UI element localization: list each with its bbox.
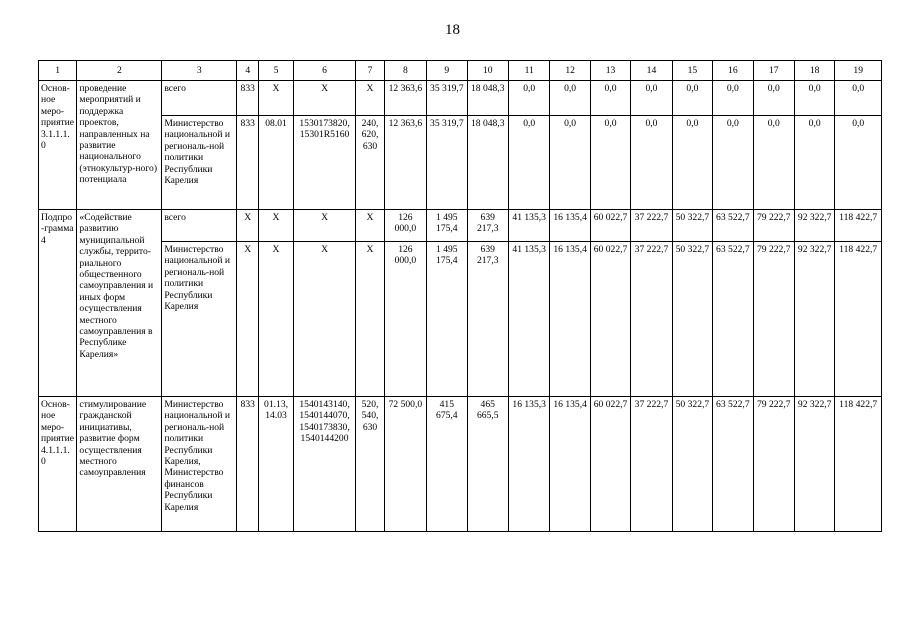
table-cell: 465 665,5 (467, 397, 508, 532)
table-cell: 0,0 (508, 81, 549, 116)
table-cell: 1 495 175,4 (427, 210, 467, 242)
table-cell: 0,0 (713, 81, 753, 116)
table-cell: X (293, 81, 356, 116)
table-cell: 18 048,3 (467, 116, 508, 210)
header-row (39, 61, 882, 81)
table-cell: 79 222,7 (753, 397, 794, 532)
table-cell: X (293, 210, 356, 242)
table-cell: 63 522,7 (713, 242, 753, 397)
table-cell: 0,0 (672, 116, 712, 210)
table-cell: 16 135,4 (550, 397, 590, 532)
executor-cell: всего (162, 210, 237, 242)
table-cell: X (356, 242, 384, 397)
table-cell: 833 (237, 116, 259, 210)
table-cell: X (259, 242, 293, 397)
column-header: 8 (384, 61, 426, 81)
table-cell: 08.01 (259, 116, 293, 210)
table-cell: X (259, 81, 293, 116)
table-cell: 79 222,7 (753, 242, 794, 397)
page-number: 18 (445, 22, 460, 38)
table-cell: 0,0 (631, 116, 672, 210)
executor-cell: Министерство национальной и региональ-ной политики Республики Карелия (162, 242, 237, 397)
table-cell: X (259, 210, 293, 242)
executor-cell: всего (162, 81, 237, 116)
table-cell: 35 319,7 (427, 116, 467, 210)
column-header: 11 (508, 61, 549, 81)
table-cell: 50 322,7 (672, 397, 712, 532)
executor-cell: Министерство национальной и региональ-ной политики Республики Карелия, Министерство финансов Республики Карелия (162, 397, 237, 532)
table-cell: 12 363,6 (384, 116, 426, 210)
column-header: 7 (356, 61, 384, 81)
table-row (39, 81, 882, 116)
table-cell: X (237, 242, 259, 397)
table-cell: 1530173820, 15301R5160 (293, 116, 356, 210)
table-cell: 415 675,4 (427, 397, 467, 532)
column-header: 13 (590, 61, 630, 81)
table-row (39, 242, 882, 397)
table-cell: 118 422,7 (835, 397, 882, 532)
table-cell: 16 135,4 (550, 242, 590, 397)
table-cell: 118 422,7 (835, 210, 882, 242)
table-cell: 118 422,7 (835, 242, 882, 397)
table-cell: 41 135,3 (508, 242, 549, 397)
table-cell: 16 135,4 (550, 210, 590, 242)
program-name-cell: проведение мероприятий и поддержка проектов, направленных на развитие национального (этнокультур-ного) потенциала (77, 81, 162, 210)
column-header: 12 (550, 61, 590, 81)
table-row (39, 116, 882, 210)
table-cell: 0,0 (835, 81, 882, 116)
table-cell: 92 322,7 (794, 242, 834, 397)
column-header: 4 (237, 61, 259, 81)
table-cell: 92 322,7 (794, 397, 834, 532)
column-header: 18 (794, 61, 834, 81)
table-cell: 12 363,6 (384, 81, 426, 116)
table-cell: 92 322,7 (794, 210, 834, 242)
table-cell: 60 022,7 (590, 397, 630, 532)
table-cell: 126 000,0 (384, 242, 426, 397)
table-cell: X (237, 210, 259, 242)
column-header: 6 (293, 61, 356, 81)
table-cell: 0,0 (631, 81, 672, 116)
table-cell: 1 495 175,4 (427, 242, 467, 397)
table-cell: X (356, 210, 384, 242)
table-cell: 0,0 (794, 116, 834, 210)
table-row (39, 210, 882, 242)
column-header: 1 (39, 61, 77, 81)
table-cell: 0,0 (753, 81, 794, 116)
program-name-cell: «Содействие развитию муниципальной службы, террито-риального общественного самоуправления и иных форм осуществления местного самоуправления в Республике Карелия» (77, 210, 162, 397)
table-cell: 41 135,3 (508, 210, 549, 242)
table-cell: 79 222,7 (753, 210, 794, 242)
table-cell: 37 222,7 (631, 397, 672, 532)
executor-cell: Министерство национальной и региональ-ной политики Республики Карелия (162, 116, 237, 210)
table-cell: 0,0 (590, 81, 630, 116)
table-cell: 0,0 (550, 81, 590, 116)
column-header: 10 (467, 61, 508, 81)
table-cell: X (293, 242, 356, 397)
table-cell: 520, 540, 630 (356, 397, 384, 532)
table-cell: 37 222,7 (631, 242, 672, 397)
table-cell: 833 (237, 397, 259, 532)
table-cell: 1540143140, 1540144070, 1540173830, 1540144200 (293, 397, 356, 532)
column-header: 15 (672, 61, 712, 81)
table-cell: 72 500,0 (384, 397, 426, 532)
table-cell: 126 000,0 (384, 210, 426, 242)
table-cell: X (356, 81, 384, 116)
table-cell: 240, 620, 630 (356, 116, 384, 210)
column-header: 9 (427, 61, 467, 81)
table-cell: 0,0 (672, 81, 712, 116)
table-cell: 0,0 (794, 81, 834, 116)
budget-table (38, 60, 882, 532)
table-cell: 37 222,7 (631, 210, 672, 242)
table-cell: 50 322,7 (672, 210, 712, 242)
table-cell: 60 022,7 (590, 242, 630, 397)
table-cell: 63 522,7 (713, 397, 753, 532)
table-cell: 0,0 (590, 116, 630, 210)
column-header: 17 (753, 61, 794, 81)
table-cell: 01.13, 14.03 (259, 397, 293, 532)
table-cell: 833 (237, 81, 259, 116)
table-cell: 63 522,7 (713, 210, 753, 242)
table-cell: 16 135,3 (508, 397, 549, 532)
program-code-cell: Основ-ное меро-приятие 4.1.1.1.0 (39, 397, 77, 532)
table-cell: 60 022,7 (590, 210, 630, 242)
program-name-cell: стимулирование гражданской инициативы, развитие форм осуществления местного самоуправления (77, 397, 162, 532)
program-code-cell: Подпро-грамма 4 (39, 210, 77, 397)
table-row (39, 397, 882, 532)
table-cell: 0,0 (508, 116, 549, 210)
table-cell: 35 319,7 (427, 81, 467, 116)
table-cell: 0,0 (713, 116, 753, 210)
table-cell: 0,0 (753, 116, 794, 210)
program-code-cell: Основ-ное меро-приятие 3.1.1.1.0 (39, 81, 77, 210)
column-header: 19 (835, 61, 882, 81)
table-cell: 0,0 (835, 116, 882, 210)
column-header: 16 (713, 61, 753, 81)
column-header: 2 (77, 61, 162, 81)
column-header: 14 (631, 61, 672, 81)
table-cell: 639 217,3 (467, 242, 508, 397)
table-cell: 18 048,3 (467, 81, 508, 116)
table-cell: 50 322,7 (672, 242, 712, 397)
table-cell: 0,0 (550, 116, 590, 210)
table-cell: 639 217,3 (467, 210, 508, 242)
column-header: 3 (162, 61, 237, 81)
column-header: 5 (259, 61, 293, 81)
